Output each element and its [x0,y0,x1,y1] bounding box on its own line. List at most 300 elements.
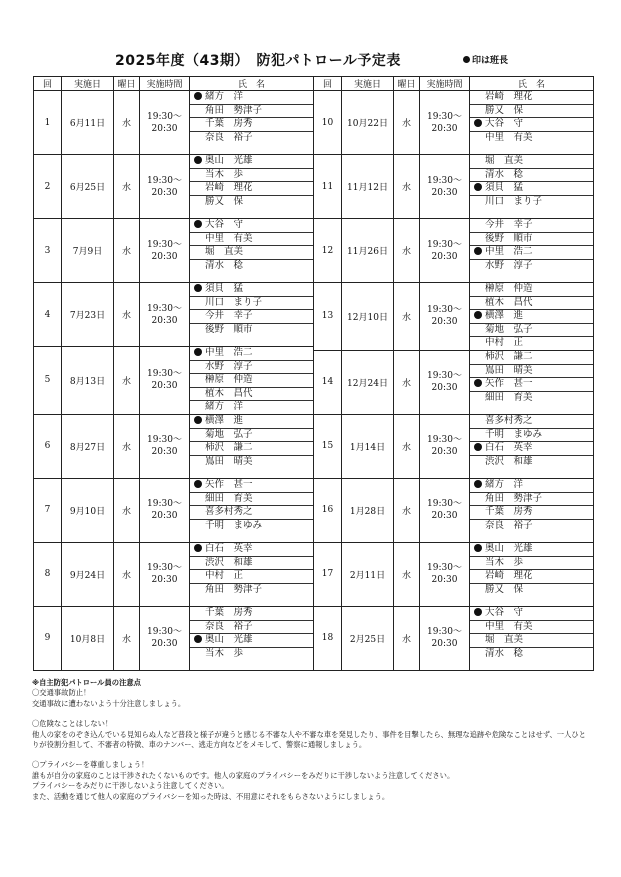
member-line [470,506,593,520]
member-line [470,337,593,350]
leader-dot-icon [194,92,202,100]
member-name: 渋沢 和雄 [205,556,253,568]
member-line [190,557,313,571]
member-line [190,648,313,661]
leader-dot-icon [474,119,482,127]
table-row [314,350,594,414]
weekday-cell: 水 [394,91,420,155]
table-row [314,155,594,219]
member-line [470,105,593,119]
member-name: 嶌田 晴美 [205,455,253,467]
round-number: 9 [34,606,62,670]
time-end: 20:30 [151,381,178,392]
member-line [470,378,593,392]
time-cell [420,283,470,351]
time-start: 19:30～ [147,627,182,638]
table-row [34,478,314,542]
member-name: 後野 順市 [205,323,253,335]
member-name: 緒方 洋 [205,91,244,102]
member-name: 奥山 光雄 [205,634,253,646]
round-number: 1 [34,91,62,155]
schedule-table-right [313,76,594,671]
names-cell [190,219,314,283]
names-cell [190,283,314,347]
time-cell [420,219,470,283]
time-end: 20:30 [431,639,458,650]
weekday-cell: 水 [114,606,140,670]
round-number: 18 [314,606,342,670]
names-cell [190,606,314,670]
table-row [34,414,314,478]
time-cell [420,155,470,219]
member-name: 千葉 房秀 [205,606,253,618]
member-line [190,520,313,533]
round-number: 7 [34,478,62,542]
member-name: 千明 まゆみ [485,428,543,440]
date-cell: 11月12日 [342,155,394,219]
leader-legend-text: 印は班長 [472,56,509,66]
round-number: 3 [34,219,62,283]
time-start: 19:30～ [427,175,462,186]
col-no: 回 [34,77,62,91]
time-cell [140,478,190,542]
member-name: 須貝 猛 [205,283,244,294]
header-row [314,77,594,91]
member-line [190,543,313,557]
names-cell [190,414,314,478]
time-cell [420,478,470,542]
date-cell: 6月25日 [62,155,114,219]
date-cell: 9月24日 [62,542,114,606]
names-cell [190,347,314,415]
member-name: 植木 昌代 [485,296,533,308]
member-line [470,442,593,456]
time-end: 20:30 [151,187,178,198]
notes-section [32,678,592,802]
date-cell: 6月11日 [62,91,114,155]
member-name: 大谷 守 [485,606,524,618]
header-row [34,77,314,91]
member-name: 清水 稔 [485,168,524,180]
member-line [190,584,313,597]
round-number: 15 [314,414,342,478]
member-name: 中村 正 [205,570,244,582]
time-cell [140,91,190,155]
member-name: 喜多村秀之 [205,506,253,518]
member-name: 柿沢 謙二 [205,442,253,454]
leader-dot-icon [474,311,482,319]
member-name: 当木 歩 [205,168,244,180]
round-number: 6 [34,414,62,478]
weekday-cell: 水 [114,155,140,219]
member-name: 矢作 甚一 [205,478,253,490]
member-line [470,351,593,365]
member-line [190,169,313,183]
weekday-cell: 水 [394,350,420,414]
time-cell [140,347,190,415]
time-end: 20:30 [431,383,458,394]
member-line [470,91,593,105]
table-row [34,347,314,415]
weekday-cell: 水 [394,283,420,351]
member-line [190,155,313,169]
date-cell: 7月9日 [62,219,114,283]
time-cell [140,283,190,347]
member-line [470,260,593,273]
date-cell: 9月10日 [62,478,114,542]
leader-dot-icon [194,416,202,424]
member-name: 須貝 猛 [485,182,524,194]
member-name: 千葉 房秀 [485,506,533,518]
time-cell [140,414,190,478]
member-line [470,634,593,648]
time-end: 20:30 [151,123,178,134]
table-row [314,283,594,351]
member-line [190,91,313,105]
note-danger-title: 〇危険なことはしない！ [32,719,113,729]
time-cell [140,155,190,219]
weekday-cell: 水 [394,155,420,219]
member-line [190,607,313,621]
round-number: 2 [34,155,62,219]
round-number: 16 [314,478,342,542]
table-row [314,478,594,542]
names-cell [190,542,314,606]
leader-dot-icon [194,156,202,164]
member-line [190,347,313,361]
member-name: 中里 有美 [205,232,253,244]
member-line [190,233,313,247]
member-line [470,493,593,507]
member-line [190,570,313,584]
schedule-grid [33,76,593,671]
member-line [190,283,313,297]
member-name: 水野 淳子 [205,360,253,372]
member-name: 角田 勢津子 [485,492,543,504]
member-name: 中里 浩二 [485,246,533,258]
time-end: 20:30 [431,251,458,262]
member-name: 今井 幸子 [205,310,253,322]
member-line [190,429,313,443]
table-row [34,155,314,219]
time-end: 20:30 [431,575,458,586]
member-name: 緒方 洋 [485,478,524,490]
member-name: 今井 幸子 [485,219,533,230]
names-cell [470,542,594,606]
notes-heading: ※自主防犯パトロール員の注意点 [32,678,141,687]
member-name: 白石 英幸 [485,442,533,454]
member-name: 榊原 仲造 [205,374,253,386]
member-line [470,365,593,379]
leader-legend [463,53,508,66]
member-line [190,634,313,648]
member-name: 喜多村秀之 [485,414,533,426]
member-line [190,415,313,429]
table-row [314,414,594,478]
time-start: 19:30～ [147,369,182,380]
names-cell [470,283,594,351]
member-line [190,401,313,414]
member-name: 川口 まり子 [485,195,543,207]
member-line [470,155,593,169]
time-cell [420,91,470,155]
time-cell [420,414,470,478]
time-start: 19:30～ [427,305,462,316]
time-start: 19:30～ [427,371,462,382]
member-line [470,520,593,533]
weekday-cell: 水 [114,219,140,283]
col-date: 実施日 [342,77,394,91]
col-time: 実施時間 [140,77,190,91]
round-number: 4 [34,283,62,347]
weekday-cell: 水 [114,478,140,542]
names-cell [470,219,594,283]
note-privacy-title: 〇プライバシーを尊重しましょう！ [32,760,149,770]
round-number: 17 [314,542,342,606]
time-end: 20:30 [431,447,458,458]
weekday-cell: 水 [394,606,420,670]
member-name: 角田 勢津子 [205,104,263,116]
note-privacy-text-3: また、活動を通じて他人の家庭のプライバシーを知った時は、不用意にそれをもらさないようにしましょう。 [32,791,390,801]
date-cell: 8月27日 [62,414,114,478]
member-name: 矢作 甚一 [485,378,533,390]
time-end: 20:30 [151,251,178,262]
member-name: 奈良 裕子 [205,131,253,143]
table-row [34,542,314,606]
weekday-cell: 水 [394,219,420,283]
member-name: 水野 淳子 [485,259,533,271]
time-cell [420,350,470,414]
col-names: 氏 名 [190,77,314,91]
member-line [470,219,593,233]
col-date: 実施日 [62,77,114,91]
date-cell: 10月8日 [62,606,114,670]
member-line [470,169,593,183]
member-name: 中里 有美 [485,620,533,632]
leader-dot-icon [474,544,482,552]
member-name: 中里 有美 [485,131,533,143]
member-line [470,570,593,584]
time-end: 20:30 [431,511,458,522]
leader-dot-icon [474,443,482,451]
time-end: 20:30 [151,315,178,326]
time-start: 19:30～ [427,563,462,574]
member-name: 勝又 保 [485,104,524,116]
member-line [190,118,313,132]
time-end: 20:30 [151,447,178,458]
weekday-cell: 水 [114,347,140,415]
note-danger-text: 他人の家をのぞき込んでいる見知らぬ人など普段と様子が違うと感じる不審な人や不審な車を発見したり、事件を目撃したら、無理な追跡や危険なことはせず、一人ひとりが役割分担して、不審者の特徴、車のナンバー、逃走方向などをメモして、警察に通報しましょう。 [32,729,586,750]
member-line [470,621,593,635]
names-cell [470,155,594,219]
round-number: 10 [314,91,342,155]
leader-dot-icon [474,480,482,488]
date-cell: 8月13日 [62,347,114,415]
leader-dot-icon [194,220,202,228]
col-day: 曜日 [394,77,420,91]
member-line [190,132,313,145]
member-name: 渋沢 和雄 [485,455,533,467]
member-line [470,297,593,311]
member-line [470,246,593,260]
member-name: 菊地 弘子 [485,323,533,335]
member-name: 細田 育美 [205,492,253,504]
member-name: 堀 直美 [485,155,524,166]
names-cell [190,155,314,219]
member-name: 勝又 保 [205,195,244,207]
member-line [470,479,593,493]
table-row [314,542,594,606]
schedule-table-left [33,76,314,671]
round-number: 11 [314,155,342,219]
time-start: 19:30～ [147,175,182,186]
member-name: 細田 育美 [485,391,533,403]
member-line [190,388,313,402]
names-cell [470,350,594,414]
round-number: 13 [314,283,342,351]
member-name: 堀 直美 [205,246,244,258]
member-line [470,283,593,297]
member-line [470,392,593,405]
member-line [470,132,593,145]
member-name: 榊原 仲造 [485,283,533,294]
col-day: 曜日 [114,77,140,91]
member-line [470,415,593,429]
time-cell [140,219,190,283]
member-line [190,246,313,260]
time-end: 20:30 [431,317,458,328]
member-line [470,543,593,557]
member-line [470,233,593,247]
weekday-cell: 水 [114,91,140,155]
member-line [470,456,593,469]
member-name: 中里 浩二 [205,347,253,358]
member-line [190,621,313,635]
member-name: 清水 稔 [485,647,524,659]
member-line [190,297,313,311]
member-line [470,648,593,661]
member-name: 大谷 守 [485,118,524,130]
names-cell [470,414,594,478]
names-cell [470,91,594,155]
time-start: 19:30～ [427,435,462,446]
round-number: 8 [34,542,62,606]
time-end: 20:30 [431,187,458,198]
time-cell [140,542,190,606]
member-name: 嶌田 晴美 [485,364,533,376]
member-line [190,442,313,456]
time-start: 19:30～ [427,499,462,510]
time-start: 19:30～ [147,303,182,314]
leader-dot-icon [474,379,482,387]
member-name: 岩崎 理花 [485,91,533,102]
date-cell: 10月22日 [342,91,394,155]
time-start: 19:30～ [427,239,462,250]
time-start: 19:30～ [427,111,462,122]
member-name: 大谷 守 [205,219,244,230]
member-line [190,260,313,273]
member-name: 奈良 裕子 [485,519,533,531]
table-row [34,283,314,347]
round-number: 5 [34,347,62,415]
member-line [470,557,593,571]
schedule-right [313,76,593,671]
leader-dot-icon [194,284,202,292]
member-name: 菊地 弘子 [205,428,253,440]
title-row [0,50,621,72]
member-name: 奥山 光雄 [205,155,253,166]
date-cell: 7月23日 [62,283,114,347]
date-cell: 1月14日 [342,414,394,478]
weekday-cell: 水 [394,478,420,542]
col-names: 氏 名 [470,77,594,91]
leader-dot-icon [194,544,202,552]
member-line [190,182,313,196]
member-name: 柿沢 謙二 [485,350,533,362]
member-name: 千明 まゆみ [205,519,263,531]
names-cell [470,606,594,670]
member-line [190,374,313,388]
member-line [470,584,593,597]
member-name: 川口 まり子 [205,296,263,308]
time-start: 19:30～ [147,563,182,574]
note-traffic-text: 交通事故に遭わないよう十分注意しましょう。 [32,698,186,708]
member-name: 横澤 進 [205,414,244,426]
weekday-cell: 水 [114,542,140,606]
date-cell: 2月11日 [342,542,394,606]
date-cell: 12月10日 [342,283,394,351]
time-end: 20:30 [151,639,178,650]
note-traffic-title: 〇交通事故防止！ [32,688,91,698]
member-name: 千葉 房秀 [205,118,253,130]
weekday-cell: 水 [394,414,420,478]
member-name: 当木 歩 [205,647,244,659]
member-name: 奥山 光雄 [485,542,533,554]
member-name: 勝又 保 [485,583,524,595]
table-row [34,606,314,670]
member-line [470,324,593,338]
time-end: 20:30 [151,575,178,586]
member-name: 中村 正 [485,337,524,349]
member-name: 当木 歩 [485,556,524,568]
schedule-body-left [34,91,314,671]
member-line [470,310,593,324]
col-time: 実施時間 [420,77,470,91]
weekday-cell: 水 [114,283,140,347]
time-start: 19:30～ [147,499,182,510]
member-line [190,310,313,324]
schedule-body-right [314,91,594,671]
names-cell [470,478,594,542]
date-cell: 12月24日 [342,350,394,414]
member-line [190,324,313,337]
member-name: 後野 順市 [485,232,533,244]
time-cell [140,606,190,670]
leader-dot-icon [474,608,482,616]
date-cell: 2月25日 [342,606,394,670]
member-line [190,506,313,520]
leader-dot-icon [194,480,202,488]
member-line [470,196,593,209]
leader-dot-icon [194,635,202,643]
table-row [314,91,594,155]
member-name: 堀 直美 [485,634,524,646]
leader-dot-icon [463,56,470,63]
round-number: 12 [314,219,342,283]
member-line [190,105,313,119]
member-line [190,456,313,469]
member-line [190,196,313,209]
